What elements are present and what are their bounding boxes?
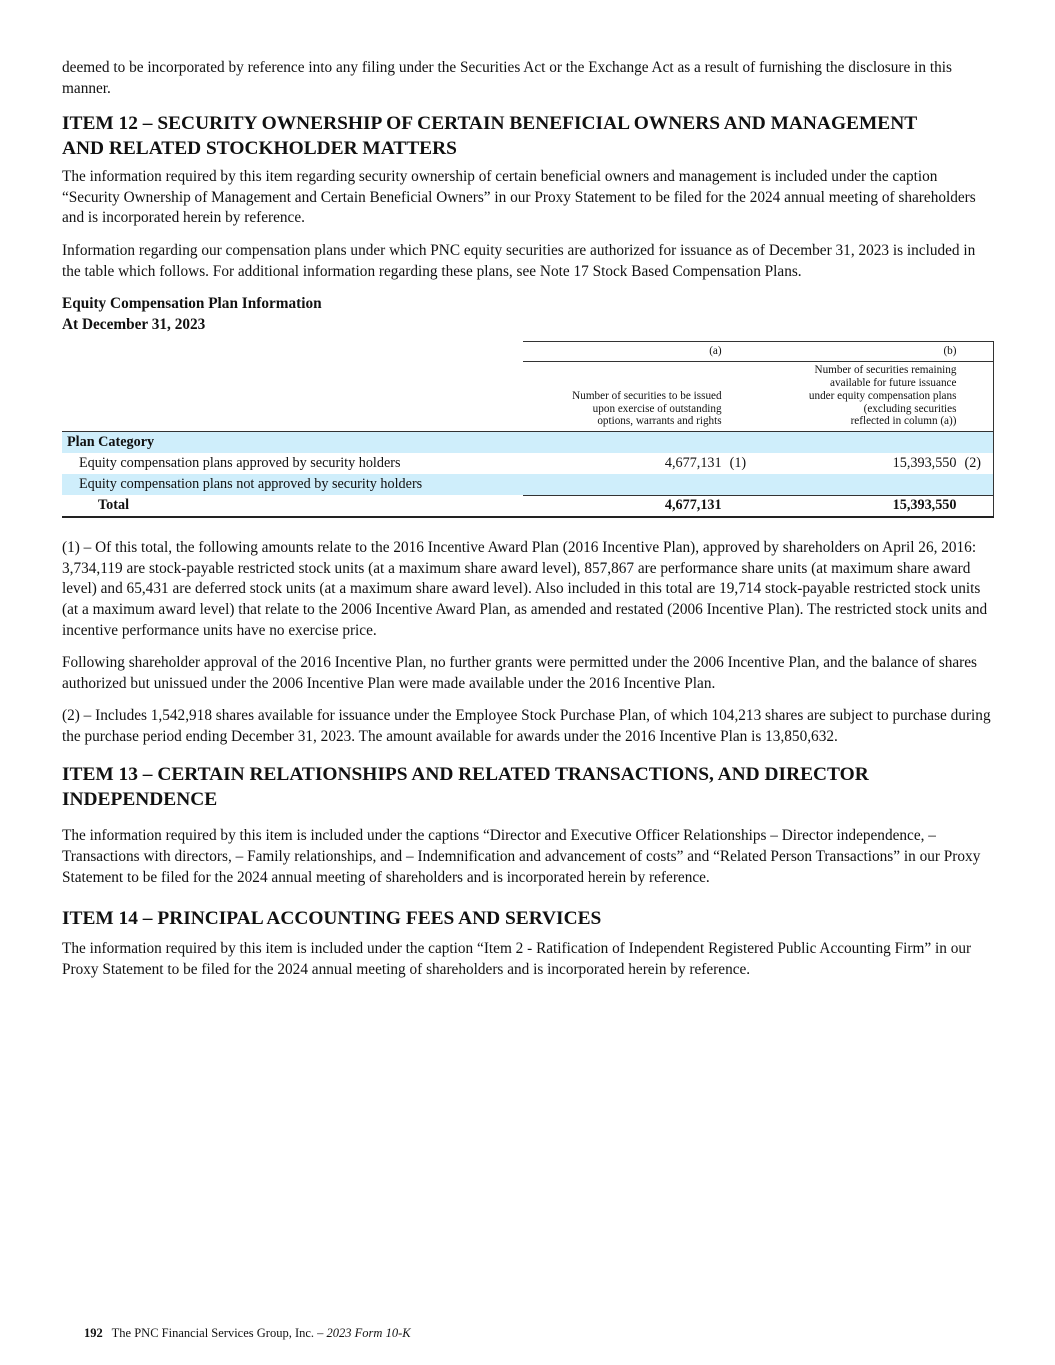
row-note-a: [722, 474, 760, 495]
column-letter-row: [62, 342, 994, 362]
col-b-letter: (b): [760, 342, 957, 362]
table-row: [62, 474, 994, 495]
page-footer: [84, 1326, 411, 1341]
col-b-header: Number of securities remaining available for future issuance under equity compensation plans (excluding securities reflected in column (a)): [760, 362, 957, 432]
table-row: [62, 453, 994, 474]
total-value-b: 15,393,550: [760, 495, 957, 517]
plan-category-label: Plan Category: [62, 432, 523, 454]
footnote-1: (1) – Of this total, the following amounts relate to the 2016 Incentive Award Plan (2016 Incentive Plan), approved by shareholders on April 26, 2016: 3,734,119 are stock-payable restricted stock units (at a maximum share award level), 857,867 are performance share units (at maximum share award level) and 65,431 are deferred stock units (at a maximum share award level). Also included in this total are 19,714 stock-payable restricted stock units (at a maximum award level) that relate to the 2006 Incentive Award Plan, as amended and restated (2006 Incentive Plan). The restricted stock units and incentive performance units have no exercise price.: [62, 539, 988, 639]
row-value-b: 15,393,550: [892, 455, 957, 472]
row-note-b: (2): [956, 453, 993, 474]
document-page: [62, 58, 994, 980]
footnote-1-continued: Following shareholder approval of the 2016 Incentive Plan, no further grants were permitted under the 2006 Incentive Plan, and the balance of shares authorized but unissued under the 2006 Incentive Plan were made available under the 2016 Incentive Plan.: [62, 654, 977, 692]
item12-heading-line2: AND RELATED STOCKHOLDER MATTERS: [62, 138, 457, 160]
row-value-b: [760, 474, 957, 495]
table-subtitle-line: At December 31, 2023: [62, 315, 206, 333]
row-value-a: 4,677,131: [664, 455, 722, 472]
item12-heading: [62, 111, 994, 161]
table-title-line: Equity Compensation Plan Information: [62, 295, 322, 313]
page-number: 192: [84, 1326, 103, 1340]
item13-paragraph: The information required by this item is included under the captions “Director and Executive Officer Relationships – Director independence, – Transactions with directors, – Family relationships, and – Indemnification and advancement of costs” and “Related Person Transactions” in our Proxy Statement to be filed for the 2024 annual meeting of shareholders and is incorporated herein by reference.: [62, 827, 981, 886]
col-a-header: Number of securities to be issued upon exercise of outstanding options, warrants and rights: [523, 362, 722, 432]
total-label: Total: [62, 495, 523, 517]
total-row: [62, 495, 994, 517]
footer-form: 2023 Form 10-K: [326, 1326, 411, 1340]
footnote-2: (2) – Includes 1,542,918 shares available for issuance under the Employee Stock Purchase Plan, of which 104,213 shares are subject to purchase during the purchase period ending December 31, 2023. The amount available for awards under the 2016 Incentive Plan is 13,850,632.: [62, 707, 991, 745]
footer-company: The PNC Financial Services Group, Inc. –: [111, 1326, 324, 1340]
total-value-a: 4,677,131: [523, 495, 722, 517]
row-note-b: [956, 474, 993, 495]
item12-paragraph-2: Information regarding our compensation plans under which PNC equity securities are authorized for issuance as of December 31, 2023 is included in the table which follows. For additional information regarding these plans, see Note 17 Stock Based Compensation Plans.: [62, 241, 976, 280]
row-value-a: [523, 474, 722, 495]
item13-heading-line2: INDEPENDENCE: [62, 789, 218, 811]
intro-paragraph: deemed to be incorporated by reference into any filing under the Securities Act or the Exchange Act as a result of furnishing the disclosure in this manner.: [62, 59, 952, 97]
item13-heading: [62, 762, 994, 812]
row-label: Equity compensation plans approved by security holders: [79, 455, 401, 472]
row-label: Equity compensation plans not approved by security holders: [62, 474, 523, 495]
item14-paragraph: The information required by this item is included under the caption “Item 2 - Ratification of Independent Registered Public Accounting Firm” in our Proxy Statement to be filed for the 2024 annual meeting of shareholders and is incorporated herein by reference.: [62, 940, 972, 978]
table-title: [62, 294, 994, 335]
item12-heading-line1: ITEM 12 – SECURITY OWNERSHIP OF CERTAIN BENEFICIAL OWNERS AND MANAGEMENT: [62, 113, 918, 135]
item14-heading: ITEM 14 – PRINCIPAL ACCOUNTING FEES AND SERVICES: [62, 908, 602, 930]
equity-compensation-table: [62, 341, 994, 518]
row-note-a: (1): [729, 455, 747, 472]
column-header-row: [62, 362, 994, 432]
col-a-letter: (a): [523, 342, 722, 362]
item12-paragraph-1: The information required by this item regarding security ownership of certain beneficial owners and management is included under the caption “Security Ownership of Management and Certain Beneficial Owners” in our Proxy Statement to be filed for the 2024 annual meeting of shareholders and is incorporated herein by reference.: [62, 168, 976, 227]
item13-heading-line1: ITEM 13 – CERTAIN RELATIONSHIPS AND RELATED TRANSACTIONS, AND DIRECTOR: [62, 764, 869, 786]
plan-category-row: [62, 432, 994, 454]
